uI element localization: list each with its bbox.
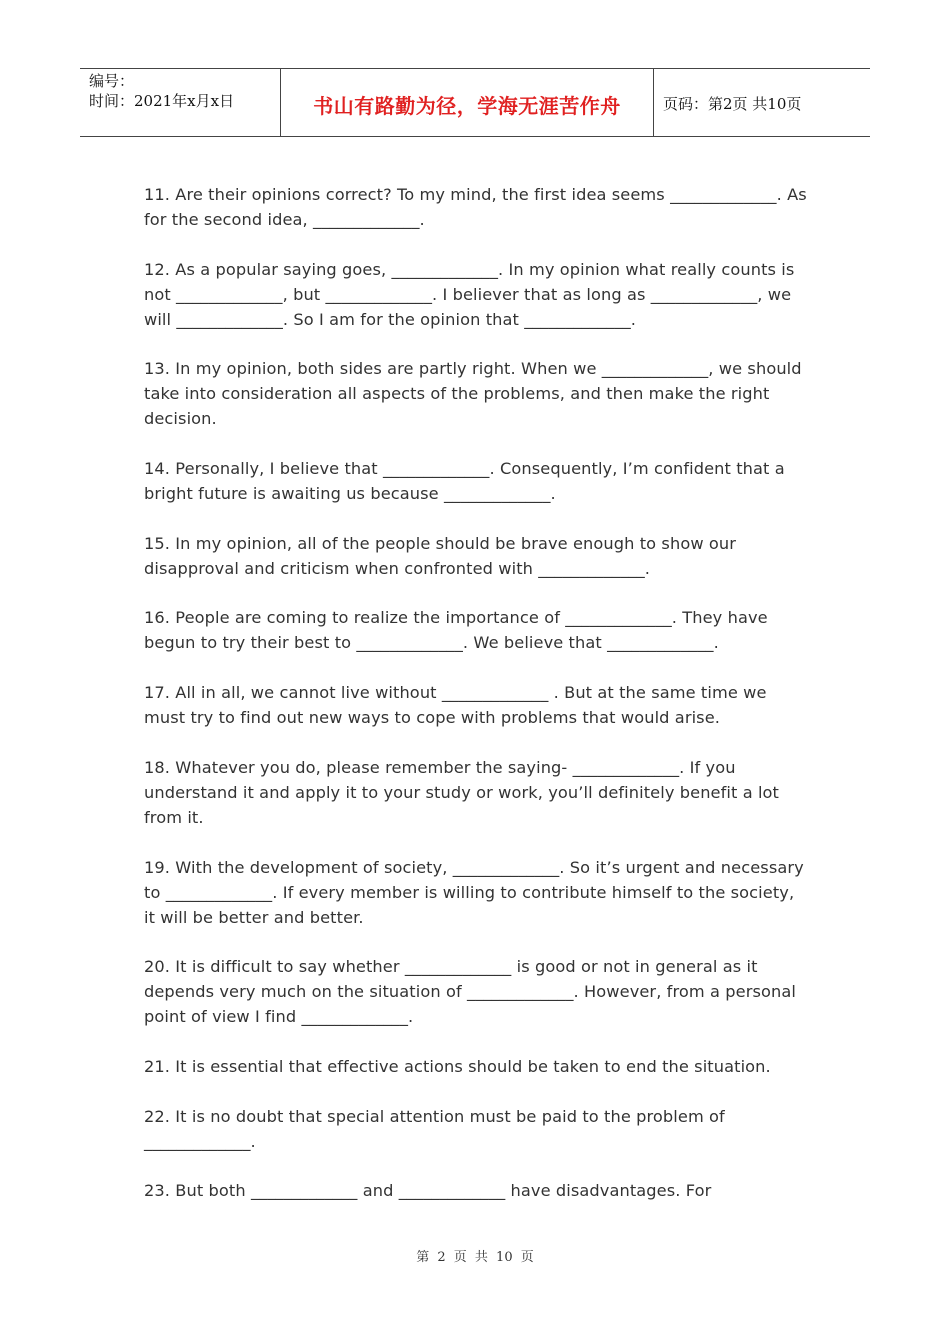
header-motto: 书山有路勤为径，学海无涯苦作舟 <box>281 69 654 136</box>
list-item: 13. In my opinion, both sides are partly right. When we _____________, we should take into consideration all aspects of the problems, and then make the right decision. <box>144 359 802 429</box>
list-item: 12. As a popular saying goes, _____________. In my opinion what really counts is not _____________, but _____________. I believer that as long as _____________, we will _____________. So I am for the opinion that _____________. <box>144 259 795 329</box>
list-item: 15. In my opinion, all of the people should be brave enough to show our disapproval and criticism when confronted with _____________. <box>144 533 737 578</box>
list-item: 17. All in all, we cannot live without _____________ . But at the same time we must try to find out new ways to cope with problems that would arise. <box>144 683 767 728</box>
header-meta <box>80 69 281 136</box>
time-label: 时间：2021年x月x日 <box>89 92 235 110</box>
header-page-info: 页码：第2页 共10页 <box>663 95 802 113</box>
list-item: 19. With the development of society, _____________. So it’s urgent and necessary to _____________. If every member is willing to contribute himself to the society, it will be better and better. <box>144 857 804 927</box>
exercise-list <box>144 182 809 1228</box>
list-item: 16. People are coming to realize the importance of _____________. They have begun to try their best to _____________. We believe that _____________. <box>144 608 768 653</box>
page-footer: 第 2 页 共 10 页 <box>416 1250 534 1265</box>
list-item: 22. It is no doubt that special attention must be paid to the problem of _____________. <box>144 1106 725 1151</box>
list-item: 20. It is difficult to say whether _____________ is good or not in general as it depends very much on the situation of _____________. However, from a personal point of view I find _____________. <box>144 957 796 1027</box>
list-item: 14. Personally, I believe that _____________. Consequently, I’m confident that a bright future is awaiting us because _____________. <box>144 459 785 504</box>
list-item: 18. Whatever you do, please remember the saying- _____________. If you understand it and apply it to your study or work, you’ll definitely benefit a lot from it. <box>144 757 780 827</box>
list-item: 11. Are their opinions correct? To my mind, the first idea seems _____________. As for the second idea, _____________. <box>144 185 807 229</box>
list-item: 21. It is essential that effective actions should be taken to end the situation. <box>144 1056 771 1076</box>
list-item: 23. But both _____________ and _____________ have disadvantages. For <box>144 1181 712 1201</box>
page-header <box>80 68 870 137</box>
code-label: 编号： <box>89 72 135 90</box>
